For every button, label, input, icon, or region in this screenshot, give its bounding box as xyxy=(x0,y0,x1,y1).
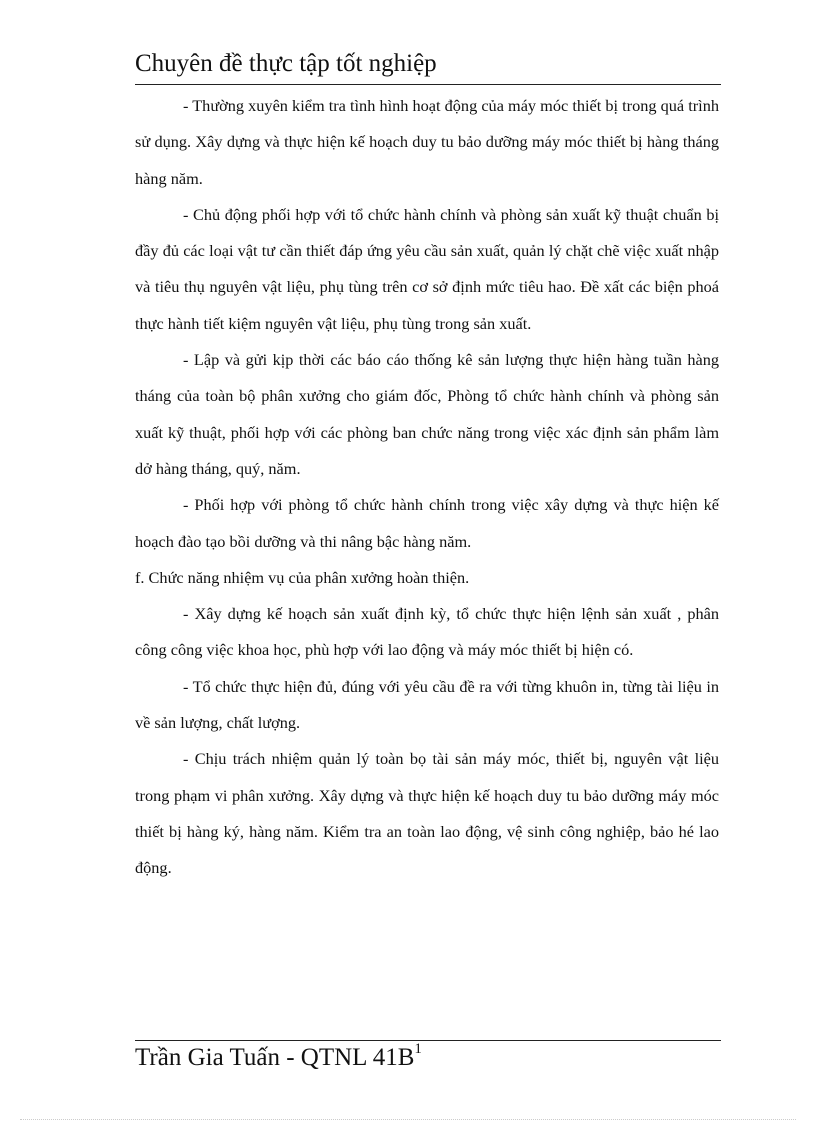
page-edge-divider xyxy=(20,1119,796,1120)
body-text xyxy=(135,88,719,887)
paragraph-training: - Phối hợp với phòng tổ chức hành chính trong việc xây dựng và thực hiện kế hoạch đào tạo bồi dưỡng và thi nâng bậc hàng năm. xyxy=(135,495,719,551)
paragraph-asset-management: - Chịu trách nhiệm quản lý toàn bọ tài sản máy móc, thiết bị, nguyên vật liệu trong phạm vi phân xưởng. Xây dựng và thực hiện kế hoạch duy tu bảo dưỡng máy móc thiết bị hàng ký, hàng năm. Kiểm tra an toàn lao động, vệ sinh công nghiệp, bảo hé lao động. xyxy=(135,749,719,878)
paragraph-reporting: - Lập và gửi kịp thời các báo cáo thống kê sản lượng thực hiện hàng tuần hàng tháng của toàn bộ phân xưởng cho giám đốc, Phòng tổ chức hành chính và phòng sản xuất kỹ thuật, phối hợp với các phòng ban chức năng trong việc xác định sản phẩm làm dở hàng tháng, quý, năm. xyxy=(135,350,719,478)
section-heading: f. Chức năng nhiệm vụ của phân xưởng hoàn thiện. xyxy=(135,567,470,587)
footer-rule xyxy=(135,1040,721,1041)
header-rule xyxy=(135,84,721,85)
footer-author: Trần Gia Tuấn - QTNL 41B xyxy=(135,1044,415,1071)
page-header xyxy=(135,48,721,80)
page-number: 1 xyxy=(414,1041,422,1057)
paragraph-requirements: - Tổ chức thực hiện đủ, đúng với yêu cầu đề ra với từng khuôn in, từng tài liệu in về sản lượng, chất lượng. xyxy=(135,676,719,733)
paragraph-coordination: - Chủ động phối hợp với tổ chức hành chính và phòng sản xuất kỹ thuật chuẩn bị đầy đủ các loại vật tư cần thiết đáp ứng yêu cầu sản xuất, quản lý chặt chẽ việc xuất nhập và tiêu thụ nguyên vật liệu, phụ tùng trên cơ sở định mức tiêu hao. Đề xất các biện phoá thực hành tiết kiệm nguyên vật liệu, phụ tùng trong sản xuất. xyxy=(135,204,719,333)
footer-text xyxy=(135,1042,721,1074)
page-footer xyxy=(135,1040,721,1074)
paragraph-maintenance: - Thường xuyên kiểm tra tình hình hoạt động của máy móc thiết bị trong quá trình sử dụng. Xây dựng và thực hiện kế hoạch duy tu bảo dưỡng máy móc thiết bị hàng tháng hàng năm. xyxy=(135,96,719,188)
header-title: Chuyên đề thực tập tốt nghiệp xyxy=(135,50,437,77)
paragraph-production-plan: - Xây dựng kế hoạch sản xuất định kỳ, tổ chức thực hiện lệnh sản xuất , phân công công việc khoa học, phù hợp với lao động và máy móc thiết bị hiện có. xyxy=(135,604,719,660)
